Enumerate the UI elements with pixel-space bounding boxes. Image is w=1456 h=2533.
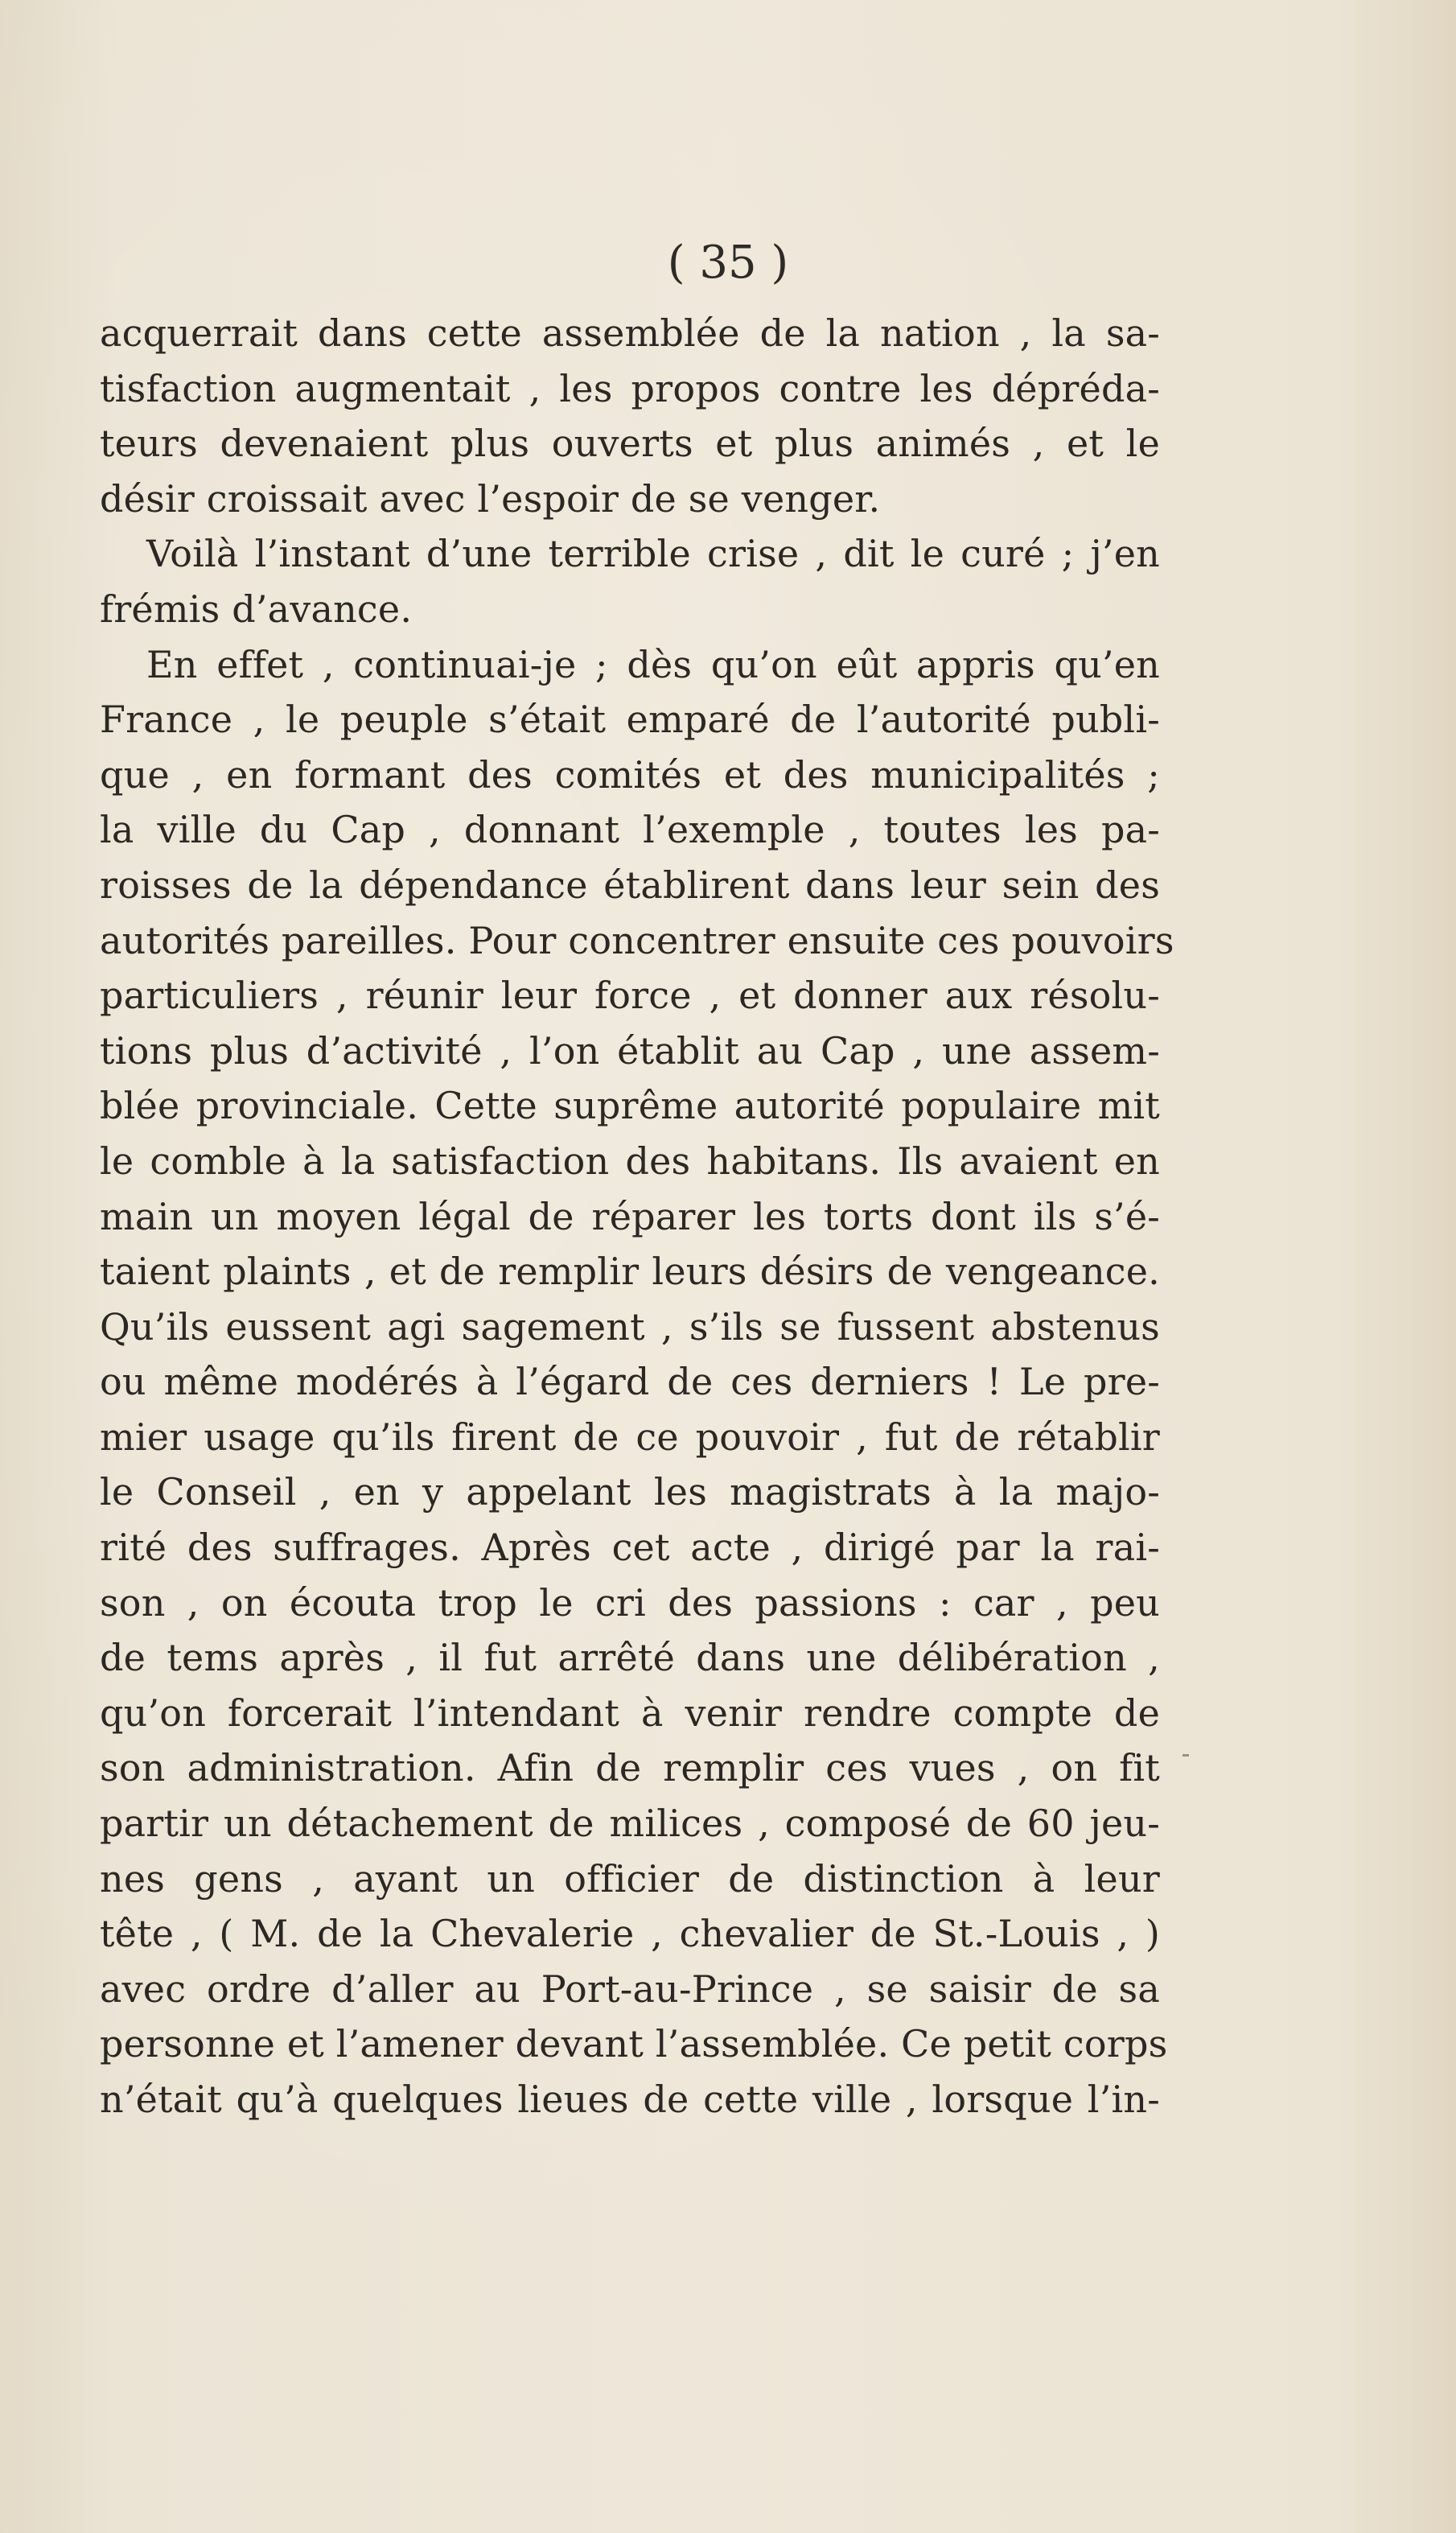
page-number: ( 35 ): [667, 237, 789, 289]
paragraph-start-line: En effet , continuai-je ; dès qu’on eût appris qu’en: [146, 642, 1160, 686]
body-text: [100, 306, 1174, 2127]
text-line: personne et l’amener devant l’assemblée. Ce petit corps: [100, 2022, 1168, 2066]
text-line: roisses de la dépendance établirent dans leur sein des: [100, 863, 1160, 907]
margin-mark: [1182, 1754, 1189, 1757]
text-line: désir croissait avec l’espoir de se venger.: [100, 476, 881, 521]
paragraph-start-line: Voilà l’instant d’une terrible crise , dit le curé ; j’en: [146, 532, 1160, 576]
text-line: Qu’ils eussent agi sagement , s’ils se fussent abstenus: [100, 1304, 1160, 1349]
text-line: particuliers , réunir leur force , et donner aux résolu-: [100, 974, 1160, 1018]
text-line: France , le peuple s’était emparé de l’autorité publi-: [100, 698, 1160, 742]
text-line: son , on écouta trop le cri des passions : car , peu: [100, 1580, 1160, 1625]
text-line: taient plaints , et de remplir leurs désirs de vengeance.: [100, 1250, 1160, 1294]
text-line: que , en formant des comités et des municipalités ;: [100, 752, 1160, 797]
text-line: tions plus d’activité , l’on établit au Cap , une assem-: [100, 1028, 1160, 1073]
text-line: acquerrait dans cette assemblée de la nation , la sa-: [100, 311, 1160, 355]
text-line: son administration. Afin de remplir ces vues , on fit: [100, 1746, 1160, 1790]
text-line: frémis d’avance.: [100, 587, 413, 631]
text-line: mier usage qu’ils firent de ce pouvoir , fut de rétablir: [100, 1415, 1160, 1459]
text-line: avec ordre d’aller au Port-au-Prince , se saisir de sa: [100, 1967, 1160, 2011]
text-line: ou même modérés à l’égard de ces derniers ! Le pre-: [100, 1360, 1160, 1404]
text-line: nes gens , ayant un officier de distinction à leur: [100, 1856, 1160, 1901]
text-line: tisfaction augmentait , les propos contre les dépréda-: [100, 366, 1160, 410]
text-line: blée provinciale. Cette suprême autorité populaire mit: [100, 1084, 1160, 1128]
text-line: autorités pareilles. Pour concentrer ensuite ces pouvoirs: [100, 918, 1174, 962]
text-line: main un moyen légal de réparer les torts dont ils s’é-: [100, 1194, 1160, 1238]
text-line: la ville du Cap , donnant l’exemple , toutes les pa-: [100, 808, 1160, 852]
text-line: n’était qu’à quelques lieues de cette ville , lorsque l’in-: [100, 2078, 1160, 2121]
text-line: partir un détachement de milices , composé de 60 jeu-: [100, 1802, 1160, 1846]
text-line: teurs devenaient plus ouverts et plus animés , et le: [100, 422, 1160, 466]
text-line: le Conseil , en y appelant les magistrats à la majo-: [100, 1470, 1160, 1514]
text-line: rité des suffrages. Après cet acte , dirigé par la rai-: [100, 1526, 1160, 1570]
text-line: le comble à la satisfaction des habitans. Ils avaient en: [100, 1139, 1160, 1183]
text-line: de tems après , il fut arrêté dans une délibération ,: [100, 1636, 1160, 1680]
text-line: qu’on forcerait l’intendant à venir rendre compte de: [100, 1691, 1160, 1735]
text-line: tête , ( M. de la Chevalerie , chevalier de St.-Louis , ): [100, 1912, 1160, 1956]
